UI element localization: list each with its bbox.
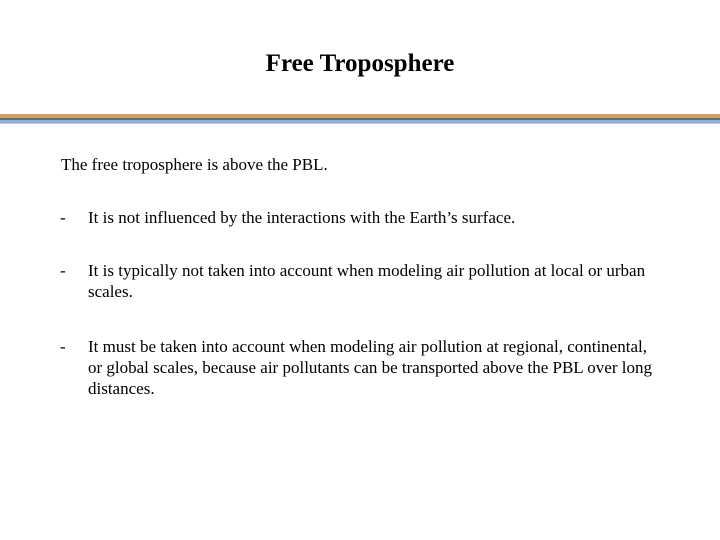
divider-light-stripe [0,123,720,124]
bullet-dash: - [60,208,66,227]
bullet-dash: - [60,337,66,356]
bullet-dash: - [60,261,66,280]
bullet-text: It is not influenced by the interactions with the Earth’s surface. [88,208,516,227]
title-divider [0,114,720,126]
intro-text: The free troposphere is above the PBL. [61,155,328,174]
bullet-item [60,336,660,399]
bullet-item [60,260,650,302]
bullet-text: It is typically not taken into account when modeling air pollution at local or urban scales. [88,261,646,301]
bullet-text: It must be taken into account when modeling air pollution at regional, continental, or global scales, because air pollutants can be transported above the PBL over long distances. [88,337,652,398]
slide-title: Free Troposphere [265,50,455,77]
bullet-item [60,207,680,228]
